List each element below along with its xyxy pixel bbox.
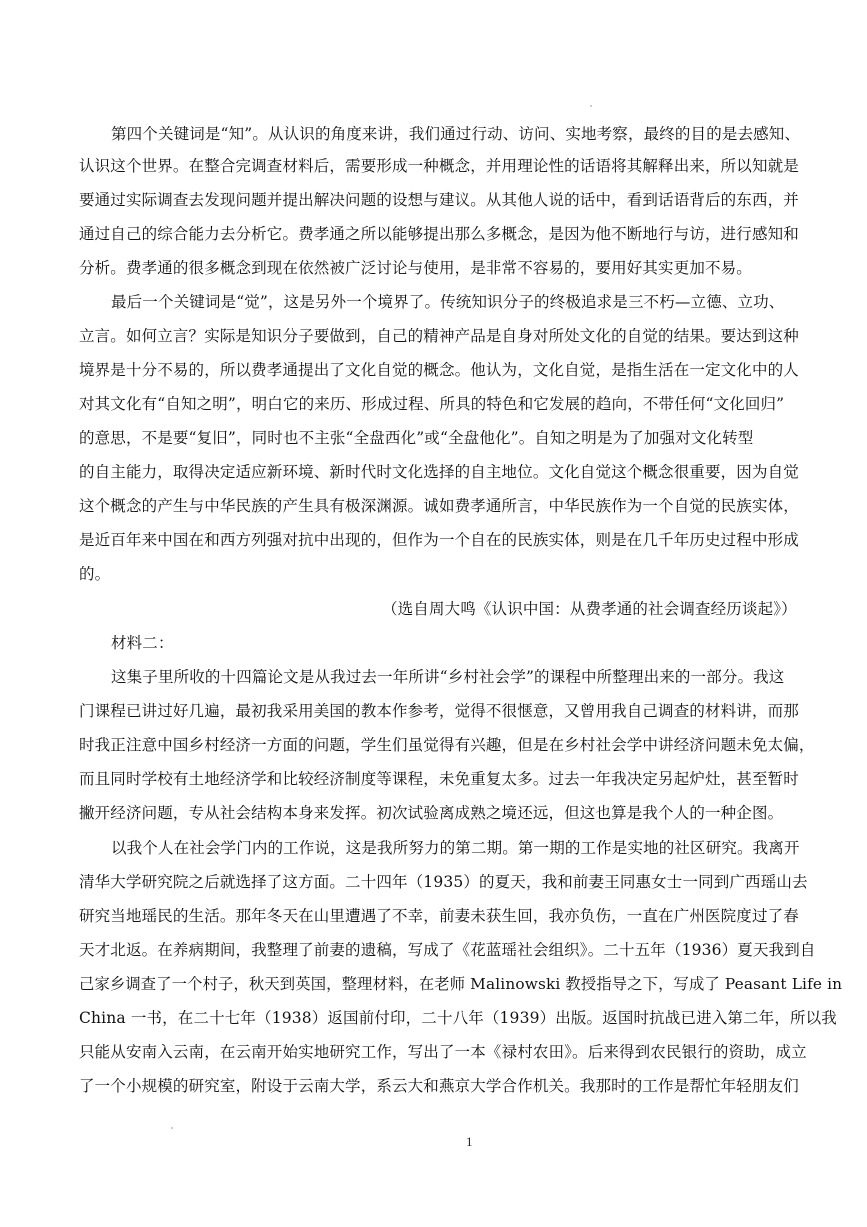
text-line: 最后一个关键词是“觉”，这是另外一个境界了。传统知识分子的终极追求是三不朽—立德、立功、	[111, 293, 785, 311]
text-line: 研究当地瑶民的生活。那年冬天在山里遭遇了不幸，前妻未获生回，我亦负伤，一直在广州医院度过了春	[79, 907, 799, 925]
text-line: 要通过实际调查去发现问题并提出解决问题的设想与建议。从其他人说的话中，看到话语背后的东西，并	[79, 191, 799, 209]
text-line: 的意思，不是要“复旧”，同时也不主张“全盘西化”或“全盘他化”。自知之明是为了加强对文化转型	[79, 429, 754, 447]
text-line: 是近百年来中国在和西方列强对抗中出现的，但作为一个自在的民族实体，则是在几千年历史过程中形成	[79, 531, 799, 549]
text-line: 这个概念的产生与中华民族的产生具有极深渊源。诚如费孝通所言，中华民族作为一个自觉的民族实体，	[79, 497, 799, 515]
text-line: 第四个关键词是“知”。从认识的角度来讲，我们通过行动、访问、实地考察，最终的目的是去感知、	[111, 125, 801, 143]
text-line: 的。	[79, 565, 111, 583]
text-line: 而且同时学校有土地经济学和比较经济制度等课程，未免重复太多。过去一年我决定另起炉灶，甚至暂时	[79, 770, 799, 788]
page-number: 1	[466, 1134, 473, 1149]
source-citation: （选自周大鸣《认识中国：从费孝通的社会调查经历谈起》）	[382, 600, 797, 618]
scan-speck	[590, 105, 592, 107]
section-heading: 材料二：	[111, 634, 174, 652]
text-line: 立言。如何立言？实际是知识分子要做到，自己的精神产品是自身对所处文化的自觉的结果。要达到这种	[79, 327, 799, 345]
text-line: China 一书，在二十七年（1938）返国前付印，二十八年（1939）出版。返国时抗战已进入第二年，所以我	[79, 1009, 837, 1027]
scan-speck	[171, 1127, 173, 1129]
text-line: 以我个人在社会学门内的工作说，这是我所努力的第二期。第一期的工作是实地的社区研究。我离开	[111, 839, 800, 857]
text-line: 分析。费孝通的很多概念到现在依然被广泛讨论与使用，是非常不容易的，要用好其实更加不易。	[79, 259, 752, 277]
text-line: 己家乡调查了一个村子，秋天到英国，整理材料，在老师 Malinowski 教授指导之下，写成了 Peasant Life in	[79, 975, 843, 993]
text-line: 时我正注意中国乡村经济一方面的问题，学生们虽觉得有兴趣，但是在乡村社会学中讲经济问题未免太偏，	[79, 736, 815, 754]
text-line: 通过自己的综合能力去分析它。费孝通之所以能够提出那么多概念，是因为他不断地行与访，进行感知和	[79, 225, 799, 243]
text-line: 只能从安南入云南，在云南开始实地研究工作，写出了一本《禄村农田》。后来得到农民银行的资助，成立	[79, 1043, 807, 1061]
text-line: 这集子里所收的十四篇论文是从我过去一年所讲“乡村社会学”的课程中所整理出来的一部分。我这	[111, 668, 785, 686]
text-line: 清华大学研究院之后就选择了这方面。二十四年（1935）的夏天，我和前妻王同惠女士一同到广西瑶山去	[79, 873, 808, 891]
text-line: 撇开经济问题，专从社会结构本身来发挥。初次试验离成熟之境还远，但这也算是我个人的一种企图。	[79, 804, 784, 822]
text-line: 认识这个世界。在整合完调查材料后，需要形成一种概念，并用理论性的话语将其解释出来，所以知就是	[79, 157, 799, 175]
text-line: 了一个小规模的研究室，附设于云南大学，系云大和燕京大学合作机关。我那时的工作是帮忙年轻朋友们	[79, 1077, 799, 1095]
text-line: 境界是十分不易的，所以费孝通提出了文化自觉的概念。他认为，文化自觉，是指生活在一定文化中的人	[79, 361, 799, 379]
text-line: 对其文化有“自知之明”，明白它的来历、形成过程、所具的特色和它发展的趋向，不带任何“文化回归”	[79, 395, 785, 413]
text-line: 的自主能力，取得决定适应新环境、新时代时文化选择的自主地位。文化自觉这个概念很重要，因为自觉	[79, 463, 799, 481]
text-line: 天才北返。在养病期间，我整理了前妻的遗稿，写成了《花蓝瑶社会组织》。二十五年（1936）夏天我到自	[79, 941, 816, 959]
text-line: 门课程已讲过好几遍，最初我采用美国的教本作参考，觉得不很惬意，又曾用我自己调查的材料讲，而那	[79, 702, 799, 720]
